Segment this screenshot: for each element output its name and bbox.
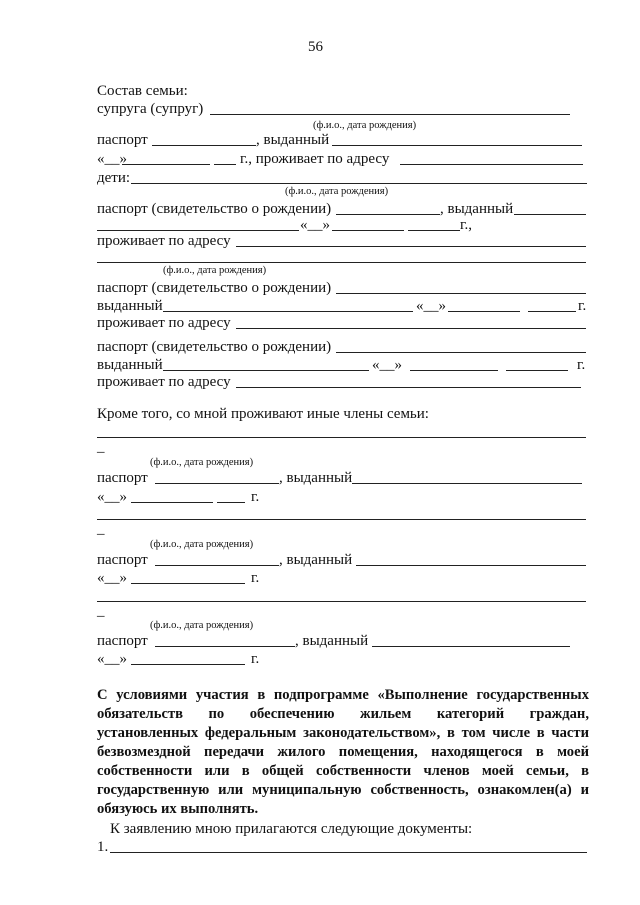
member1-dash: – (97, 444, 105, 460)
statement-line: обязуюсь их выполнять. (97, 801, 259, 817)
member2-issued-line[interactable] (356, 565, 586, 566)
child2-date-quote: «__» (416, 298, 446, 314)
child2-issued-line[interactable] (163, 311, 413, 312)
member3-issued-line[interactable] (372, 646, 570, 647)
member1-fio-line[interactable] (97, 437, 586, 438)
member3-passport-label: паспорт (97, 633, 148, 649)
documents-intro: К заявлению мною прилагаются следующие документы: (110, 821, 473, 837)
child3-year-line[interactable] (506, 370, 568, 371)
child1-passport-line[interactable] (336, 214, 440, 215)
member1-month-line[interactable] (131, 502, 213, 503)
child1-passport-label: паспорт (свидетельство о рождении) (97, 201, 332, 217)
child3-passport-label: паспорт (свидетельство о рождении) (97, 339, 332, 355)
spouse-issued-label: , выданный (256, 132, 330, 148)
spouse-fio-caption: (ф.и.о., дата рождения) (313, 120, 417, 131)
child3-month-line[interactable] (410, 370, 498, 371)
child2-year-line[interactable] (528, 311, 576, 312)
member3-dash: – (97, 608, 105, 624)
member3-issued-label: , выданный (295, 633, 369, 649)
child2-year-suffix: г. (578, 298, 587, 314)
child2-issued-label: выданный (97, 298, 163, 314)
member1-passport-line[interactable] (155, 483, 279, 484)
member1-date-quote: «__» (97, 489, 127, 505)
member1-fio-caption: (ф.и.о., дата рождения) (150, 457, 254, 468)
statement-line: установленных федеральным законодательством», в том числе в части (97, 725, 589, 741)
family-heading: Состав семьи: (97, 83, 188, 99)
spouse-passport-line[interactable] (152, 145, 256, 146)
child2-passport-label: паспорт (свидетельство о рождении) (97, 280, 332, 296)
child1-year-line[interactable] (408, 230, 460, 231)
member2-dash: – (97, 526, 105, 542)
member2-month-line[interactable] (131, 583, 245, 584)
spouse-resides-label: г., проживает по адресу (240, 151, 390, 167)
member2-issued-label: , выданный (279, 552, 353, 568)
member1-issued-line[interactable] (352, 483, 582, 484)
member1-year-suffix: г. (251, 489, 260, 505)
child3-resides-label: проживает по адресу (97, 374, 231, 390)
member3-passport-line[interactable] (155, 646, 295, 647)
child1-fio-line[interactable] (131, 183, 587, 184)
child3-year-suffix: г. (577, 357, 586, 373)
child1-issued-line[interactable] (514, 214, 586, 215)
spouse-year-line[interactable] (214, 164, 236, 165)
member2-passport-line[interactable] (155, 565, 279, 566)
member2-date-quote: «__» (97, 570, 127, 586)
document-item-line[interactable] (110, 852, 587, 853)
member3-date-quote: «__» (97, 651, 127, 667)
statement-line: обязательств по обеспечению жильем категорий граждан, (97, 706, 589, 722)
child1-fio-caption: (ф.и.о., дата рождения) (285, 186, 389, 197)
other-members-intro: Кроме того, со мной проживают иные члены семьи: (97, 406, 429, 422)
child1-date-quote: «__» (300, 217, 330, 233)
child3-issued-label: выданный (97, 357, 163, 373)
member2-fio-line[interactable] (97, 519, 586, 520)
child2-address-line[interactable] (236, 328, 586, 329)
child3-issued-line[interactable] (163, 370, 369, 371)
child1-resides-label: проживает по адресу (97, 233, 231, 249)
child1-month-line[interactable] (332, 230, 404, 231)
child2-fio-caption: (ф.и.о., дата рождения) (163, 265, 267, 276)
child1-issued-label: , выданный (440, 201, 514, 217)
spouse-address-line[interactable] (400, 164, 583, 165)
spouse-fio-line[interactable] (210, 114, 570, 115)
child3-passport-line[interactable] (336, 352, 586, 353)
document-item-number: 1. (97, 839, 109, 855)
statement-line: безвозмездной передачи жилого помещения, находящегося в моей (97, 744, 589, 760)
statement-line: собственности или в общей собственности членов моей семьи, в (97, 763, 589, 779)
member2-year-suffix: г. (251, 570, 260, 586)
statement-line: государственную или муниципальную собственность, ознакомлен(а) и (97, 782, 589, 798)
spouse-label: супруга (супруг) (97, 101, 204, 117)
member3-year-suffix: г. (251, 651, 260, 667)
member3-fio-line[interactable] (97, 601, 586, 602)
page-number: 56 (308, 39, 323, 55)
child1-issued-line-2[interactable] (97, 230, 299, 231)
member1-year-line[interactable] (217, 502, 245, 503)
child2-month-line[interactable] (448, 311, 520, 312)
spouse-issued-line[interactable] (332, 145, 582, 146)
child2-passport-line[interactable] (336, 293, 586, 294)
child1-address-line-2[interactable] (97, 262, 586, 263)
member1-issued-label: , выданный (279, 470, 353, 486)
child1-year-suffix: г., (460, 217, 472, 233)
child2-resides-label: проживает по адресу (97, 315, 231, 331)
children-label: дети: (97, 170, 131, 186)
member2-fio-caption: (ф.и.о., дата рождения) (150, 539, 254, 550)
spouse-passport-label: паспорт (97, 132, 148, 148)
child3-date-quote: «__» (372, 357, 402, 373)
member1-passport-label: паспорт (97, 470, 148, 486)
member3-month-line[interactable] (131, 664, 245, 665)
statement-line: С условиями участия в подпрограмме «Выполнение государственных (97, 687, 589, 703)
spouse-month-line[interactable] (122, 164, 210, 165)
member3-fio-caption: (ф.и.о., дата рождения) (150, 620, 254, 631)
conditions-statement (97, 686, 589, 819)
member2-passport-label: паспорт (97, 552, 148, 568)
child3-address-line[interactable] (236, 387, 581, 388)
child1-address-line[interactable] (236, 246, 586, 247)
spouse-date-quote: «__» (97, 151, 127, 167)
